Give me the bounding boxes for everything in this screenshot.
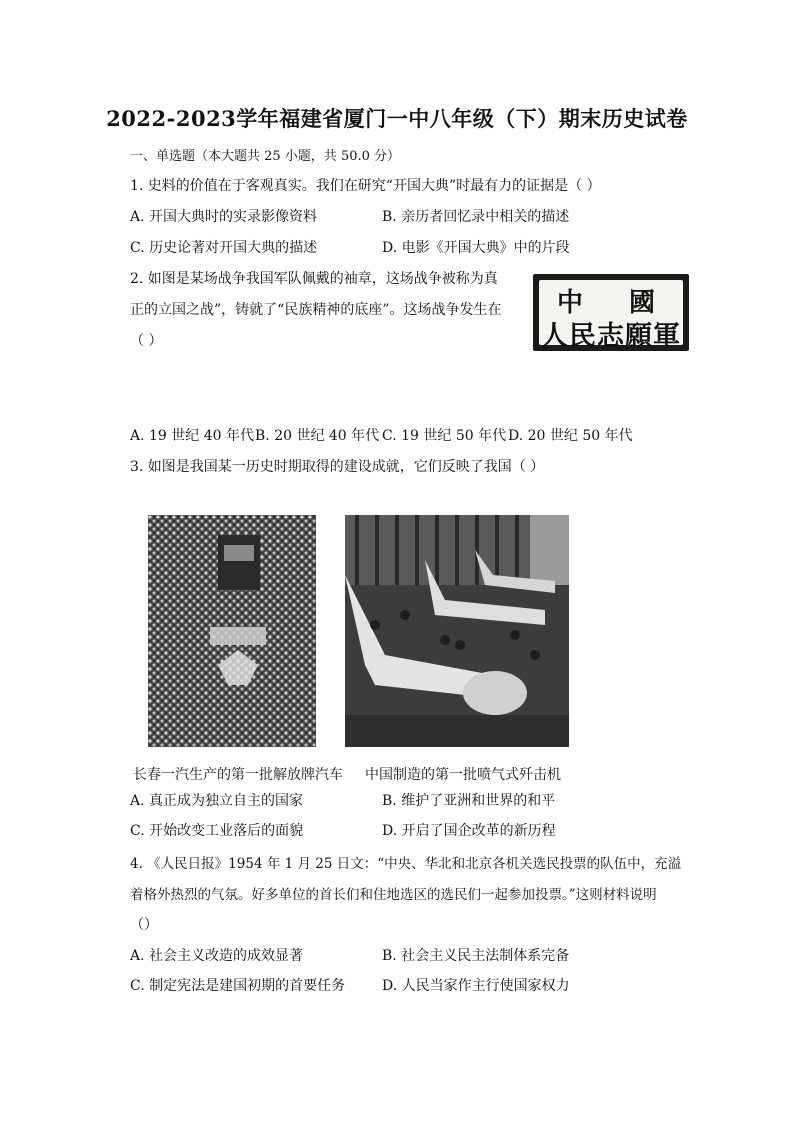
question-3-option-c: C. 开始改变工业落后的面貌 <box>130 823 304 839</box>
question-1-option-a: A. 开国大典时的实录影像资料 <box>130 209 318 225</box>
armband-bottom-text: 人民志願軍 <box>541 321 681 351</box>
section-heading: 一、单选题（本大题共 25 小题，共 50.0 分） <box>130 149 401 164</box>
question-3-stem: 3. 如图是我国某一历史时期取得的建设成就，它们反映了我国（ ） <box>130 459 545 475</box>
question-2-stem-line-2: 正的立国之战”，铸就了“民族精神的底座”。这场战争发生在 <box>130 302 502 318</box>
question-2-option-b: B. 20 世纪 40 年代 <box>255 428 380 444</box>
page-title: 2022-2023学年福建省厦门一中八年级（下）期末历史试卷 <box>106 106 688 131</box>
question-4-stem-line-3: （） <box>130 917 158 933</box>
volunteer-army-armband-image <box>533 274 689 351</box>
question-4-stem-line-2: 着格外热烈的气氛。好多单位的首长们和住地选区的选民们一起参加投票。”这则材料说明 <box>130 887 657 903</box>
question-4-option-b: B. 社会主义民主法制体系完备 <box>382 948 570 964</box>
question-1-option-b: B. 亲历者回忆录中相关的描述 <box>382 209 570 225</box>
photo-caption-jet: 中国制造的第一批喷气式歼击机 <box>365 767 561 783</box>
question-1-option-c: C. 历史论著对开国大典的描述 <box>130 240 318 256</box>
photo-caption-truck: 长春一汽生产的第一批解放牌汽车 <box>133 767 343 783</box>
question-3-option-a: A. 真正成为独立自主的国家 <box>130 793 304 809</box>
question-3-option-b: B. 维护了亚洲和世界的和平 <box>382 793 556 809</box>
question-4-stem-line-1: 4. 《人民日报》1954 年 1 月 25 日文：“中央、华北和北京各机关选民投票的队伍中，充溢 <box>130 856 682 872</box>
question-1-stem: 1. 史料的价值在于客观真实。我们在研究“开国大典”时最有力的证据是（ ） <box>130 178 601 194</box>
question-4-option-d: D. 人民当家作主行使国家权力 <box>382 978 570 994</box>
armband-inner <box>539 280 683 351</box>
question-2-stem-line-3: （ ） <box>130 333 163 349</box>
armband-char-zhong: 中 <box>556 288 593 318</box>
question-3-option-d: D. 开启了国企改革的新历程 <box>382 823 556 839</box>
armband-char-guo: 國 <box>628 288 665 318</box>
question-2-option-d: D. 20 世纪 50 年代 <box>508 428 633 444</box>
question-4-option-a: A. 社会主义改造的成效显著 <box>130 948 304 964</box>
question-1-option-d: D. 电影《开国大典》中的片段 <box>382 240 570 256</box>
jet-factory-illustration <box>345 515 569 747</box>
question-2-stem-line-1: 2. 如图是某场战争我国军队佩戴的袖章，这场战争被称为真 <box>130 271 498 287</box>
crowd-photo-illustration <box>148 515 316 747</box>
question-4-option-c: C. 制定宪法是建国初期的首要任务 <box>130 978 346 994</box>
question-2-option-a: A. 19 世纪 40 年代 <box>130 428 254 444</box>
jet-fighter-factory-photo <box>345 515 569 747</box>
jiefang-truck-crowd-photo <box>148 515 316 747</box>
question-2-option-c: C. 19 世纪 50 年代 <box>382 428 507 444</box>
